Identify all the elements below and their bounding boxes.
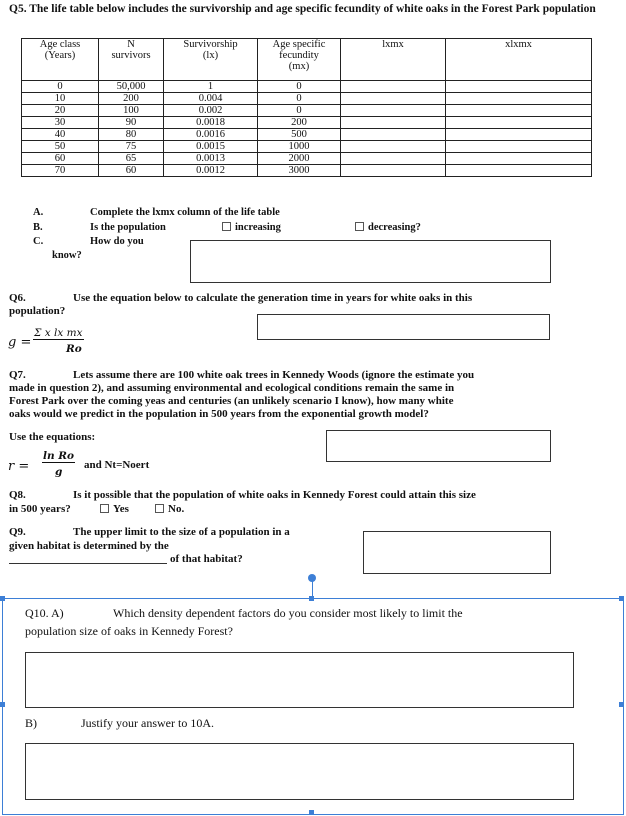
header-fec-line2: fecundity: [279, 50, 319, 61]
rotate-handle[interactable]: [308, 574, 316, 582]
q10b-text: Justify your answer to 10A.: [81, 716, 214, 730]
q7-text4: oaks would we predict in the population in 500 years from the exponential growth model?: [9, 408, 429, 420]
table-row: [22, 105, 592, 117]
cell-lxmx-input[interactable]: [341, 81, 446, 93]
increasing-label: increasing: [235, 222, 281, 233]
q7-eq-exponential: and Nt=Noert: [84, 459, 150, 471]
cell-survivors: 200: [99, 93, 164, 105]
item-c-text2: know?: [52, 250, 82, 261]
item-a-text: Complete the lxmx column of the life table: [90, 207, 280, 218]
item-b-text: Is the population: [90, 222, 166, 233]
cell-age: 70: [22, 165, 99, 177]
q6-label: Q6.: [9, 292, 26, 304]
header-n-line2: survivors: [111, 50, 151, 61]
table-row: [22, 153, 592, 165]
q10a-answer-box[interactable]: [25, 652, 574, 708]
cell-lx: 0.0016: [164, 129, 258, 141]
cell-xlxmx-input[interactable]: [446, 117, 592, 129]
decreasing-checkbox[interactable]: [355, 222, 364, 231]
q9-text3: of that habitat?: [170, 553, 243, 565]
q8-text: Is it possible that the population of white oaks in Kennedy Forest could attain this size: [73, 489, 476, 501]
q7-eq-r: r =: [8, 459, 30, 474]
q6-text: Use the equation below to calculate the generation time in years for white oaks in this: [73, 292, 473, 304]
cell-mx: 500: [258, 129, 341, 141]
resize-handle-bottom[interactable]: [309, 810, 314, 815]
header-age-line1: Age class: [39, 39, 81, 50]
header-fec-line3: (mx): [288, 61, 310, 72]
table-row: [22, 93, 592, 105]
cell-survivors: 75: [99, 141, 164, 153]
cell-mx: 2000: [258, 153, 341, 165]
table-row: [22, 141, 592, 153]
cell-survivors: 80: [99, 129, 164, 141]
cell-xlxmx-input[interactable]: [446, 165, 592, 177]
cell-lxmx-input[interactable]: [341, 129, 446, 141]
q10b-label: B): [25, 716, 37, 730]
q7-text3: Forest Park over the coming yeas and centuries (an unlikely scenario I know), how many white: [9, 395, 454, 407]
cell-survivors: 60: [99, 165, 164, 177]
cell-xlxmx-input[interactable]: [446, 129, 592, 141]
q6-eq-denominator: Ro: [66, 343, 82, 355]
cell-xlxmx-input[interactable]: [446, 105, 592, 117]
q9-label: Q9.: [9, 526, 26, 538]
item-c-text: How do you: [90, 236, 144, 247]
table-row: [22, 129, 592, 141]
q7-eq-numerator: ln Ro: [43, 450, 75, 462]
cell-lx: 0.0013: [164, 153, 258, 165]
q5-title: Q5. The life table below includes the survivorship and age specific fecundity of white oaks in the Forest Park population: [9, 3, 596, 15]
decreasing-label: decreasing?: [368, 222, 421, 233]
table-row: [22, 117, 592, 129]
cell-mx: 200: [258, 117, 341, 129]
cell-age: 40: [22, 129, 99, 141]
cell-xlxmx-input[interactable]: [446, 141, 592, 153]
resize-handle-top[interactable]: [309, 596, 314, 601]
cell-lxmx-input[interactable]: [341, 165, 446, 177]
header-surv-line2: (lx): [202, 50, 219, 61]
q5c-answer-box[interactable]: [190, 240, 551, 283]
header-fecundity: [258, 39, 341, 81]
cell-lx: 0.0018: [164, 117, 258, 129]
cell-mx: 0: [258, 105, 341, 117]
q10-text1: Which density dependent factors do you consider most likely to limit the: [113, 606, 463, 620]
q9-answer-box[interactable]: [363, 531, 551, 574]
header-n-line1: N: [127, 39, 135, 50]
table-row: [22, 81, 592, 93]
no-checkbox[interactable]: [155, 504, 164, 513]
cell-age: 60: [22, 153, 99, 165]
cell-lxmx-input[interactable]: [341, 117, 446, 129]
header-lxmx: lxmx: [341, 39, 446, 81]
q7-label: Q7.: [9, 369, 26, 381]
cell-survivors: 50,000: [99, 81, 164, 93]
cell-lxmx-input[interactable]: [341, 153, 446, 165]
q8-text2: in 500 years?: [9, 503, 71, 515]
cell-lxmx-input[interactable]: [341, 105, 446, 117]
resize-handle-right[interactable]: [619, 702, 624, 707]
q10b-answer-box[interactable]: [25, 743, 574, 800]
cell-xlxmx-input[interactable]: [446, 93, 592, 105]
q6-text2: population?: [9, 305, 66, 317]
cell-lxmx-input[interactable]: [341, 93, 446, 105]
no-label: No.: [168, 503, 185, 515]
option-yes[interactable]: [100, 503, 129, 516]
table-row: [22, 165, 592, 177]
q7-eq-denominator: g: [55, 466, 63, 478]
cell-lxmx-input[interactable]: [341, 141, 446, 153]
yes-checkbox[interactable]: [100, 504, 109, 513]
q6-eq-numerator: Σ x lx mx: [34, 327, 83, 339]
header-fec-line1: Age specific: [272, 39, 326, 50]
resize-handle-tr[interactable]: [619, 596, 624, 601]
cell-mx: 1000: [258, 141, 341, 153]
cell-survivors: 90: [99, 117, 164, 129]
q9-blank-line[interactable]: [9, 563, 167, 564]
cell-lx: 1: [164, 81, 258, 93]
cell-survivors: 65: [99, 153, 164, 165]
q6-answer-box[interactable]: [257, 314, 550, 340]
cell-age: 50: [22, 141, 99, 153]
q9-text1: The upper limit to the size of a population in a: [73, 526, 290, 538]
cell-mx: 0: [258, 93, 341, 105]
q10-text2: population size of oaks in Kennedy Forest?: [25, 624, 233, 638]
header-age-class: [22, 39, 99, 81]
item-b-label: B.: [33, 222, 43, 233]
cell-age: 30: [22, 117, 99, 129]
q7-text1: Lets assume there are 100 white oak trees in Kennedy Woods (ignore the estimate you: [73, 369, 475, 381]
header-n: [99, 39, 164, 81]
cell-lx: 0.0015: [164, 141, 258, 153]
life-table: [21, 38, 592, 177]
table-header-row: [22, 39, 592, 81]
cell-age: 0: [22, 81, 99, 93]
option-increasing[interactable]: [222, 222, 281, 233]
q7-use-equations: Use the equations:: [9, 431, 96, 443]
resize-handle-tl[interactable]: [0, 596, 5, 601]
cell-age: 10: [22, 93, 99, 105]
q10-label: Q10. A): [25, 606, 64, 620]
q7-answer-box[interactable]: [326, 430, 551, 462]
header-survivorship: [164, 39, 258, 81]
option-no[interactable]: [155, 503, 184, 516]
option-decreasing[interactable]: [355, 222, 421, 233]
q8-label: Q8.: [9, 489, 26, 501]
cell-mx: 0: [258, 81, 341, 93]
q6-eq-lhs: g =: [8, 335, 32, 350]
q9-text2: given habitat is determined by the: [9, 540, 169, 552]
item-c-label: C.: [33, 236, 44, 247]
cell-xlxmx-input[interactable]: [446, 81, 592, 93]
cell-lx: 0.004: [164, 93, 258, 105]
cell-mx: 3000: [258, 165, 341, 177]
header-surv-line1: Survivorship: [183, 39, 238, 50]
cell-survivors: 100: [99, 105, 164, 117]
increasing-checkbox[interactable]: [222, 222, 231, 231]
item-a-label: A.: [33, 207, 44, 218]
resize-handle-left[interactable]: [0, 702, 5, 707]
q7-text2: made in question 2), and assuming environmental and ecological conditions remain the same in: [9, 382, 455, 394]
cell-lx: 0.0012: [164, 165, 258, 177]
cell-lx: 0.002: [164, 105, 258, 117]
header-age-line2: (Years): [44, 50, 76, 61]
cell-age: 20: [22, 105, 99, 117]
yes-label: Yes: [113, 503, 129, 515]
header-xlxmx: xlxmx: [446, 39, 592, 81]
cell-xlxmx-input[interactable]: [446, 153, 592, 165]
